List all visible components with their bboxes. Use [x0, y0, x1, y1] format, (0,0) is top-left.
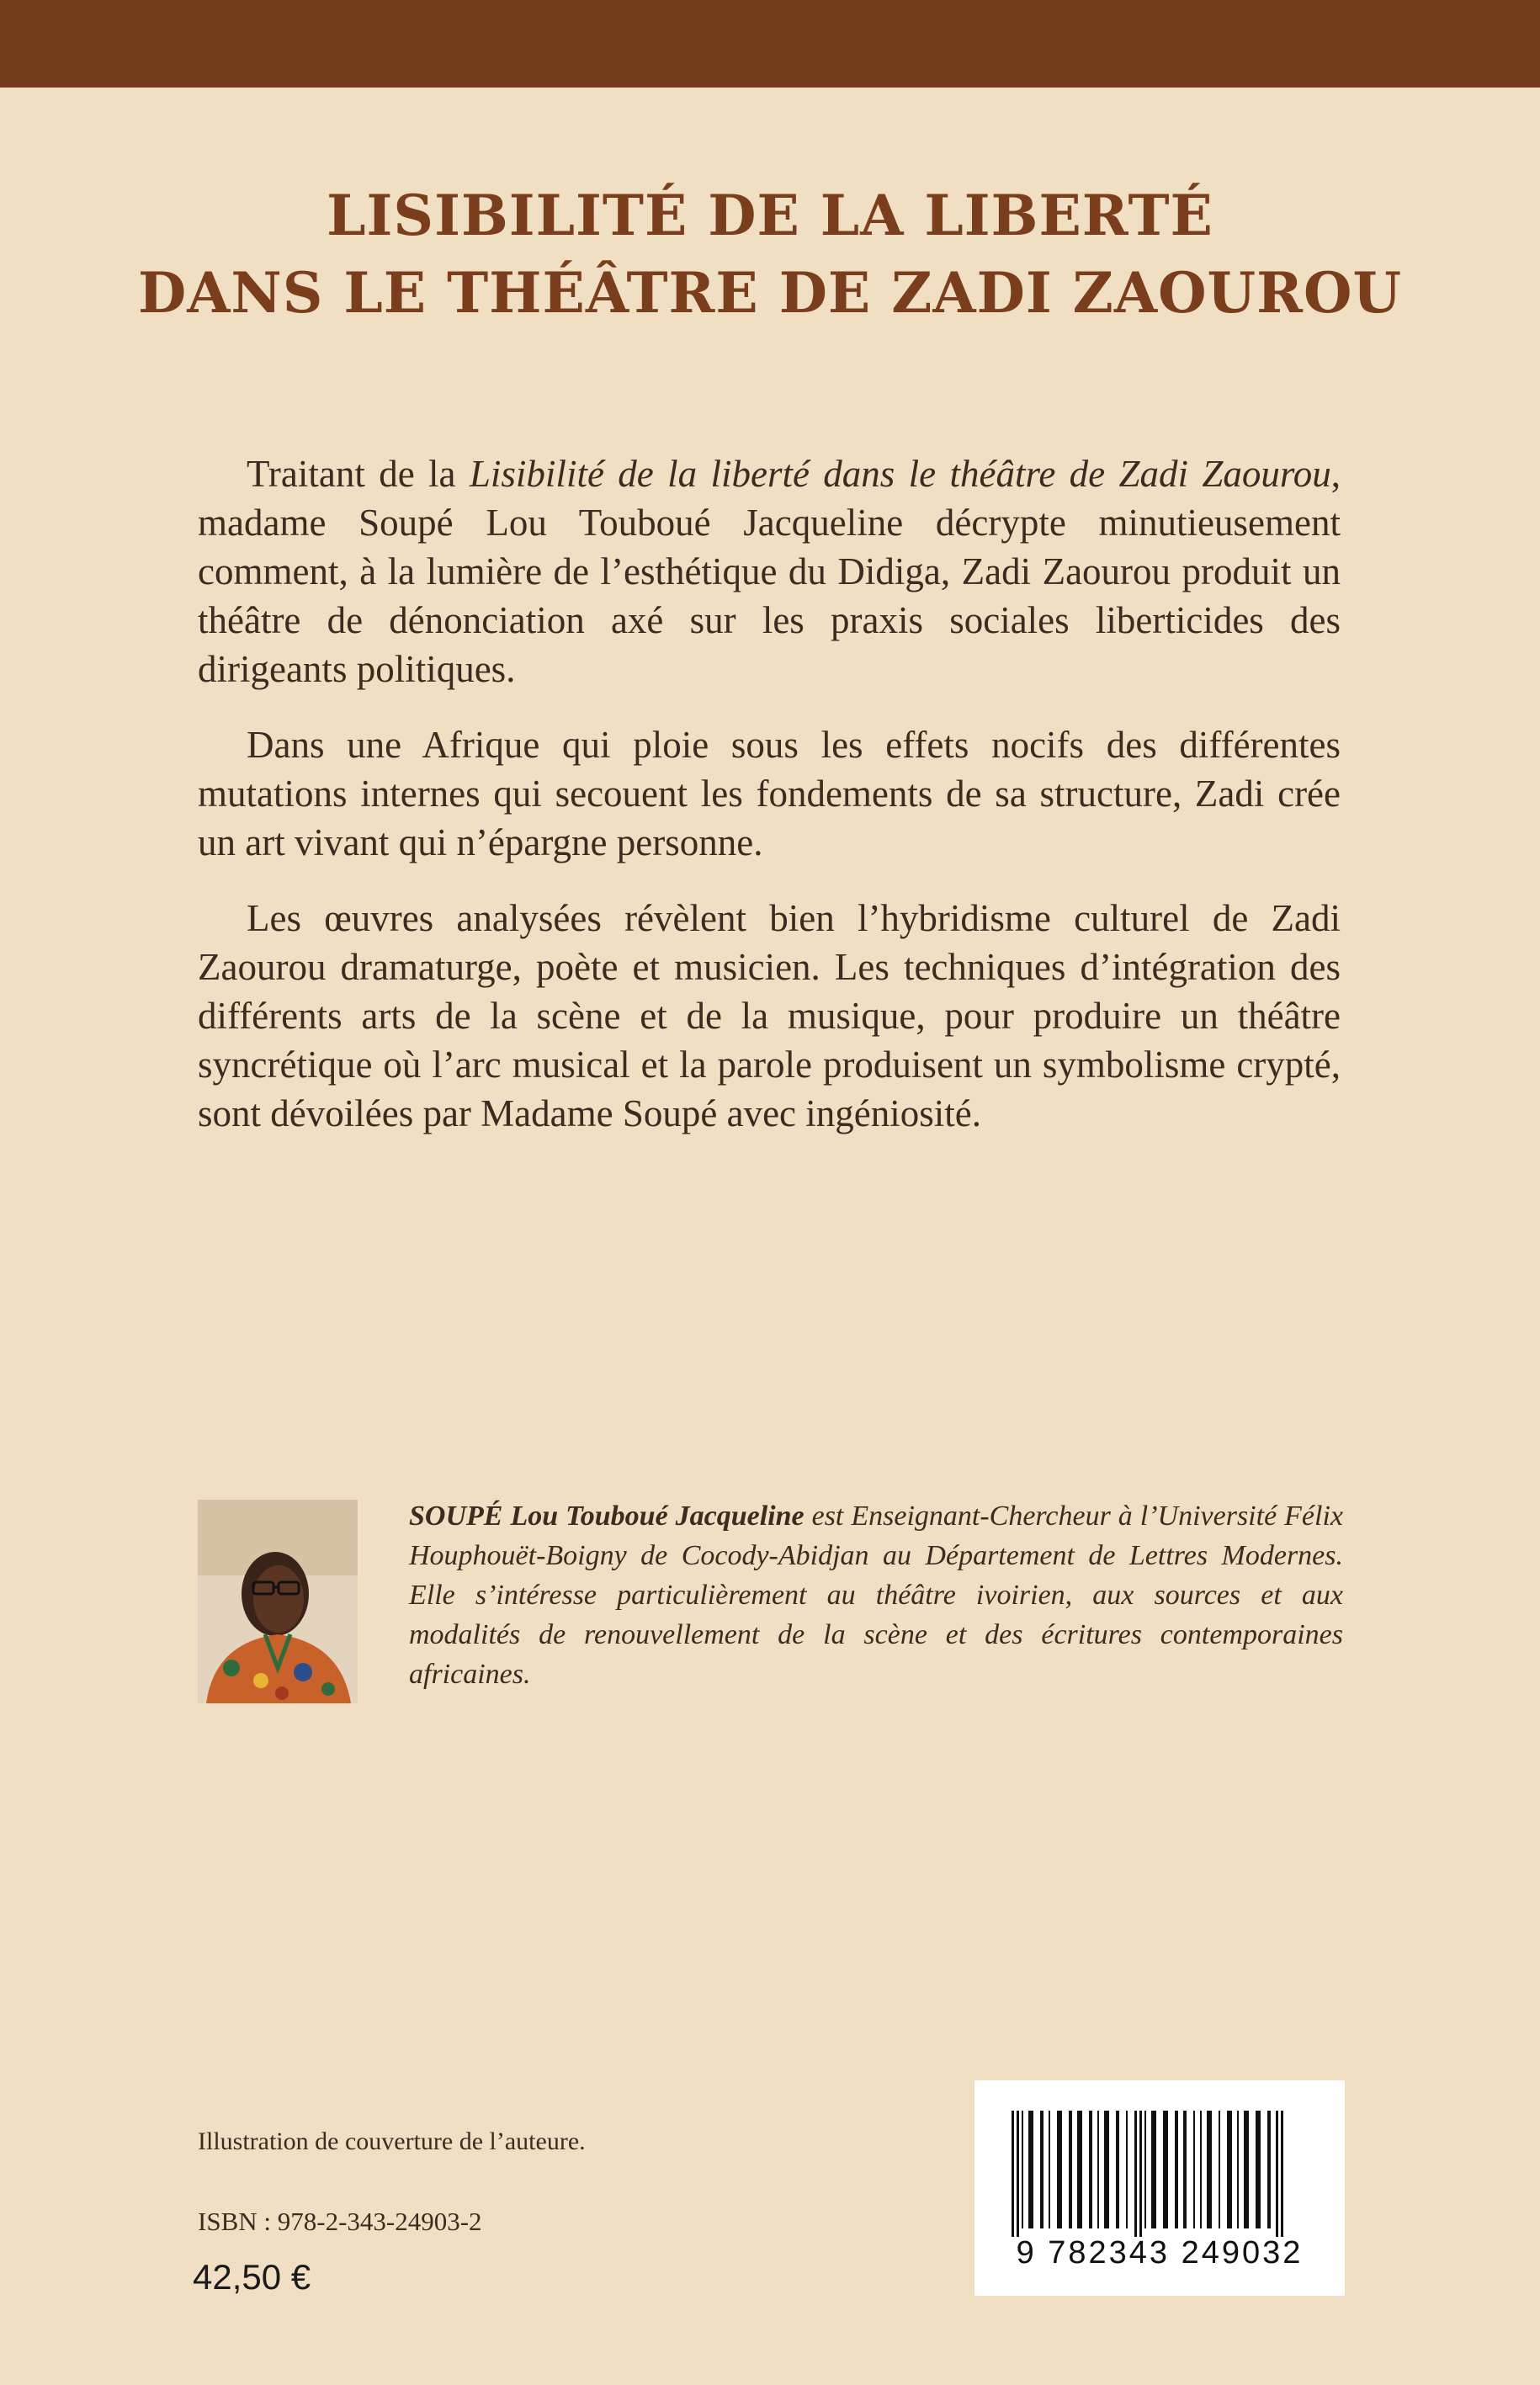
barcode-bar	[1244, 2111, 1249, 2228]
barcode-bar	[1017, 2111, 1019, 2237]
barcode-bar	[1028, 2111, 1033, 2228]
barcode-bars	[974, 2080, 1345, 2240]
barcode-bar	[1057, 2111, 1062, 2228]
blurb-paragraph-3: Les œuvres analysées révèlent bien l’hybridisme culturel de Zadi Zaourou dramaturge, poète et musicien. Les techniques d’intégration des différents arts de la scène et de la musique, pour produire un théâtre syncrétique où l’arc musical et la parole produisent un symbolisme crypté, sont dévoilées par Madame Soupé avec ingéniosité.	[198, 897, 1341, 1134]
barcode-bar	[1040, 2111, 1043, 2228]
barcode-bar	[1183, 2111, 1187, 2228]
barcode-bar	[1104, 2111, 1109, 2228]
paragraph-1-lead: Traitant de la	[247, 453, 470, 495]
author-bio-text: est Enseignant-Chercheur à l’Université Félix Houphouët-Boigny de Cocody-Abidjan au Département de Lettres Modernes. Elle s’intéresse particulièrement au théâtre ivoirien, aux sources et aux modalités de renouvellement de la scène et des écritures contemporaines africaines.	[409, 1501, 1343, 1690]
barcode-bar	[1207, 2111, 1212, 2228]
barcode-bar	[1267, 2111, 1271, 2228]
author-biography	[409, 1496, 1343, 1694]
barcode	[974, 2080, 1345, 2296]
author-portrait-illustration	[198, 1500, 358, 1703]
price: 42,50 €	[193, 2257, 311, 2297]
barcode-bar	[1175, 2111, 1178, 2228]
author-photo	[198, 1500, 358, 1703]
barcode-bar	[1049, 2111, 1050, 2228]
paragraph-1-book-title: Lisibilité de la liberté dans le théâtre de Zadi Zaourou	[469, 453, 1331, 495]
barcode-digits: 9 782343 249032	[1016, 2235, 1304, 2271]
barcode-bar	[1200, 2111, 1202, 2228]
barcode-bar	[1022, 2111, 1023, 2228]
barcode-bar	[1256, 2111, 1261, 2228]
barcode-bar	[1139, 2111, 1142, 2237]
barcode-bar	[1193, 2111, 1195, 2228]
barcode-bar	[1144, 2111, 1146, 2228]
title-line-2: DANS LE THÉÂTRE DE ZADI ZAOUROU	[137, 260, 1403, 326]
title-line-1: LISIBILITÉ DE LA LIBERTÉ	[327, 183, 1213, 248]
barcode-bar	[1089, 2111, 1092, 2228]
blurb-paragraph-2: Dans une Afrique qui ploie sous les effets nocifs des différentes mutations internes qui secouent les fondements de sa structure, Zadi crée un art vivant qui n’épargne personne.	[198, 724, 1341, 863]
barcode-bar	[1012, 2111, 1014, 2237]
barcode-bar	[1151, 2111, 1156, 2228]
barcode-bar	[1126, 2111, 1128, 2228]
back-cover-blurb	[198, 449, 1341, 1165]
barcode-bar	[1281, 2111, 1283, 2237]
barcode-bar	[1069, 2111, 1072, 2228]
barcode-bar	[1116, 2111, 1119, 2228]
barcode-bar	[1134, 2111, 1137, 2237]
blurb-paragraph-1	[198, 449, 1341, 693]
barcode-bar	[1227, 2111, 1232, 2228]
barcode-bar	[1163, 2111, 1168, 2228]
book-title	[0, 177, 1540, 332]
barcode-bar	[1077, 2111, 1082, 2228]
paragraph-1-rest: , madame Soupé Lou Touboué Jacqueline décrypte minutieusement comment, à la lumière de l’esthétique du Didiga, Zadi Zaourou produit un théâtre de dénonciation axé sur les praxis sociales liberticides des dirigeants politiques.	[198, 453, 1341, 690]
author-name: SOUPÉ Lou Touboué Jacqueline	[409, 1501, 805, 1532]
barcode-bar	[1219, 2111, 1220, 2228]
barcode-bar	[1237, 2111, 1239, 2228]
isbn: ISBN : 978-2-343-24903-2	[198, 2207, 482, 2236]
barcode-bar	[1097, 2111, 1099, 2228]
top-color-band	[0, 0, 1540, 88]
cover-illustration-credit: Illustration de couverture de l’auteure.	[198, 2127, 586, 2155]
barcode-bar	[1276, 2111, 1278, 2237]
